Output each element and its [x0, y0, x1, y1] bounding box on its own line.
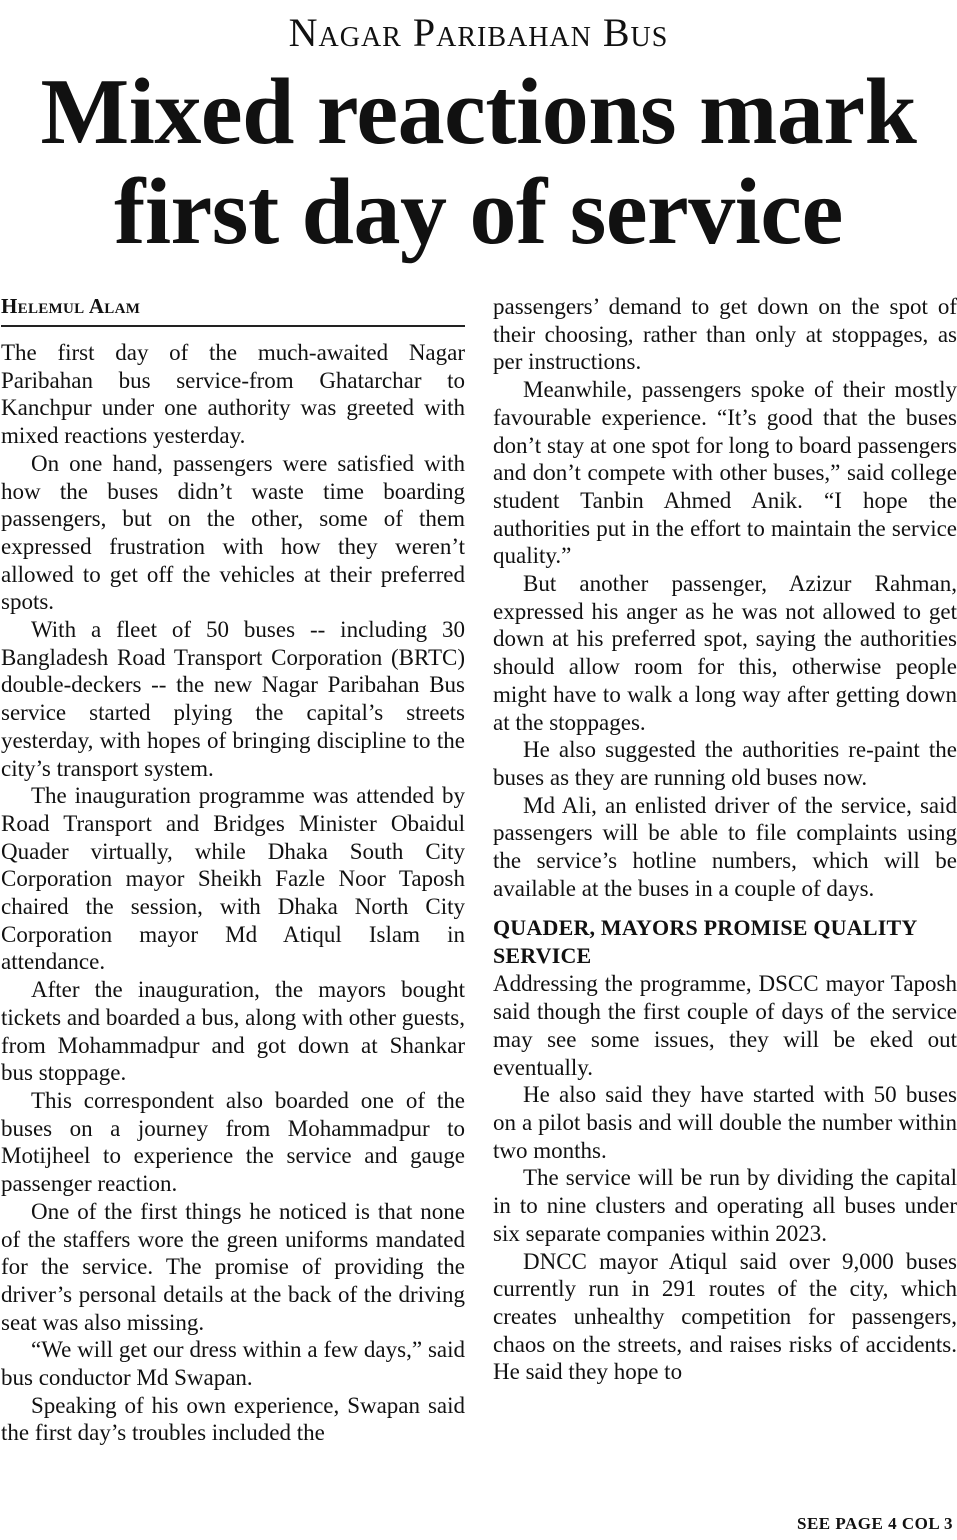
paragraph: The inauguration programme was attended by Road Transport and Bridges Minister Obaidul Quader virtually, while Dhaka South City Corporation mayor Sheikh Fazle Noor Taposh chaired the session, with Dhaka North City Corporation mayor Md Atiqul Islam in attendance. [1, 783, 465, 975]
paragraph: The service will be run by dividing the capital in to nine clusters and operating all buses under six separate companies within 2023. [493, 1165, 957, 1246]
paragraph: This correspondent also boarded one of the buses on a journey from Mohammadpur to Motijheel to experience the service and gauge passenger reaction. [1, 1087, 465, 1197]
headline-line-1: Mixed reactions mark [40, 60, 917, 164]
headline-line-2: first day of service [114, 160, 843, 264]
jump-line: SEE PAGE 4 COL 3 [797, 1514, 953, 1533]
paragraph: He also said they have started with 50 buses on a pilot basis and will double the number within two months. [493, 1082, 957, 1163]
paragraph: passengers’ demand to get down on the spot of their choosing, rather than only at stoppages, as per instructions. [493, 294, 957, 375]
right-column [493, 293, 957, 1386]
paragraph: On one hand, passengers were satisfied with how the buses didn’t waste time boarding passengers, but on the other, some of them expressed frustration with how they weren’t allowed to get off the vehicles at their preferred spots. [1, 450, 465, 615]
left-column [1, 293, 465, 1447]
subhead: QUADER, MAYORS PROMISE QUALITY SERVICE [493, 915, 917, 969]
paragraph: Meanwhile, passengers spoke of their mostly favourable experience. “It’s good that the buses don’t stay at one spot for long to board passengers and don’t compete with other buses,” said college student Tanbin Ahmed Anik. “I hope the authorities put in the effort to maintain the service quality.” [493, 377, 957, 569]
headline [0, 62, 957, 262]
paragraph: After the inauguration, the mayors bought tickets and boarded a bus, along with other guests, from Mohammadpur and got down at Shankar bus stoppage. [1, 977, 465, 1086]
byline: Helemul Alam [1, 293, 465, 327]
paragraph: DNCC mayor Atiqul said over 9,000 buses currently run in 291 routes of the city, which creates unhealthy competition for passengers, chaos on the streets, and raises risks of accidents. He said they hope to [493, 1248, 957, 1385]
paragraph: With a fleet of 50 buses -- including 30 Bangladesh Road Transport Corporation (BRTC) double-deckers -- the new Nagar Paribahan Bus service started plying the capital’s streets yesterday, with hopes of bringing discipline to the city’s transport system. [1, 617, 465, 781]
paragraph: Addressing the programme, DSCC mayor Taposh said though the first couple of days of the service may see some issues, they will be eked out eventually. [493, 971, 957, 1080]
paragraph: The first day of the much-awaited Nagar Paribahan bus service-from Ghatarchar to Kanchpur under one authority was greeted with mixed reactions yesterday. [1, 340, 465, 449]
kicker: Nagar Paribahan Bus [288, 10, 669, 55]
paragraph: He also suggested the authorities re-paint the buses as they are running old buses now. [493, 737, 957, 790]
paragraph: One of the first things he noticed is that none of the staffers wore the green uniforms mandated for the service. The promise of providing the driver’s personal details at the back of the driving seat was also missing. [1, 1198, 465, 1335]
paragraph: Speaking of his own experience, Swapan said the first day’s troubles included the [1, 1392, 465, 1446]
paragraph: “We will get our dress within a few days,” said bus conductor Md Swapan. [1, 1337, 465, 1391]
paragraph: Md Ali, an enlisted driver of the service, said passengers will be able to file complaints using the service’s hotline numbers, which will be available at the buses in a couple of days. [493, 792, 957, 901]
paragraph: But another passenger, Azizur Rahman, expressed his anger as he was not allowed to get down at his preferred spot, saying the authorities should allow room for this, otherwise people might have to walk a long way after getting down at the stoppages. [493, 571, 957, 735]
